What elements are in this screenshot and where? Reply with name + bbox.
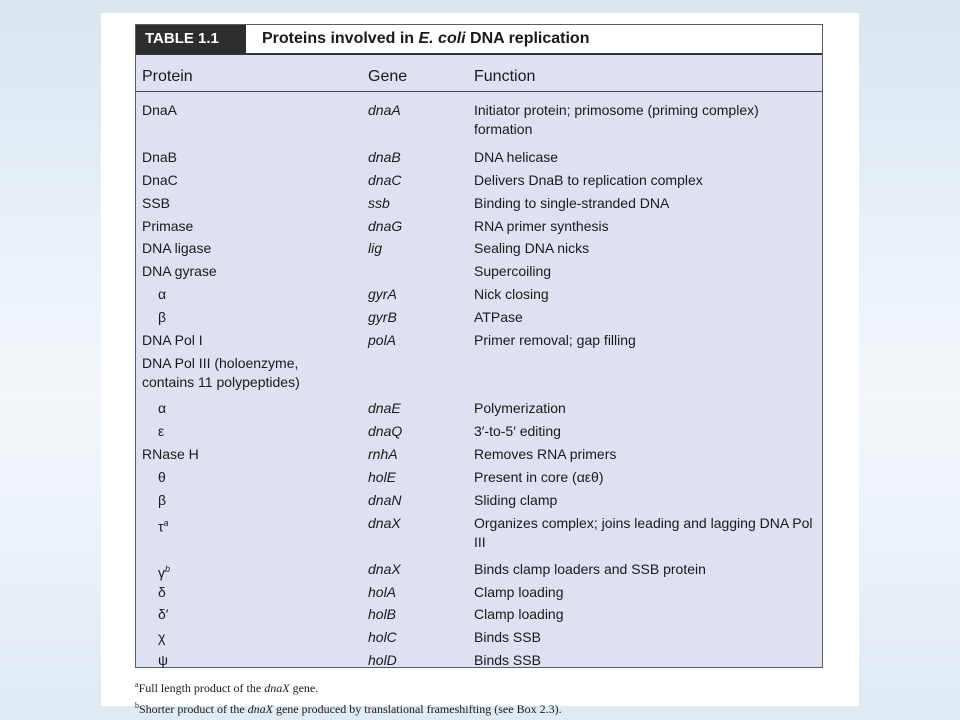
protein-cell [142,354,342,392]
footnote-marker: a [163,518,169,528]
protein-cell [158,491,388,510]
function-cell: Binds clamp loaders and SSB protein [474,561,706,577]
protein-name: χ [158,629,166,645]
footnote-a-post: gene. [289,681,319,695]
protein-cell [158,651,388,670]
gene-cell: dnaB [368,149,401,165]
slide [101,13,859,716]
protein-cell [158,468,388,487]
function-cell: Sliding clamp [474,492,558,508]
protein-cell [142,101,372,120]
header-function: Function [474,68,536,85]
gene-cell: dnaX [368,561,401,577]
gene-cell: dnaA [368,102,401,118]
footnote-b-mark: b [135,701,139,710]
table-number: TABLE 1.1 [136,25,246,53]
protein-name: δ′ [158,606,169,622]
function-cell: DNA helicase [474,149,559,165]
protein-name: DnaA [142,102,178,118]
header-gene: Gene [368,68,408,85]
protein-table [135,24,823,668]
footnote-a-mark: a [135,680,139,689]
protein-cell [142,262,372,281]
protein-name: α [158,286,167,302]
footnote-b-gene: dnaX [247,702,273,716]
protein-name: θ [158,469,166,485]
footnote-a [135,676,835,697]
protein-name: δ [158,584,166,600]
gene-cell: dnaG [368,218,403,234]
function-cell: ATPase [474,309,523,325]
gene-cell: holE [368,469,397,485]
function-cell: Primer removal; gap filling [474,332,636,348]
protein-cell [142,171,372,190]
protein-cell [158,583,388,602]
gene-cell: holD [368,652,397,668]
protein-cell [158,514,388,537]
function-cell: Binds SSB [474,652,541,668]
protein-name: DNA gyrase [142,263,217,279]
function-cell: Binds SSB [474,629,541,645]
function-cell: Clamp loading [474,584,564,600]
header-protein: Protein [142,68,193,85]
protein-cell [158,560,388,583]
footnote-a-pre: Full length product of the [138,681,265,695]
protein-name: RNase H [142,446,199,462]
function-cell: Organizes complex; joins leading and lagging DNA Pol III [474,515,813,550]
function-cell: Polymerization [474,400,566,416]
protein-cell [142,148,372,167]
protein-cell [158,422,388,441]
protein-cell [158,605,388,624]
gene-cell: polA [368,332,397,348]
function-cell: Nick closing [474,286,549,302]
gene-cell: dnaN [368,492,402,508]
gene-cell: holC [368,629,397,645]
function-cell: Binding to single-stranded DNA [474,195,670,211]
protein-name: ψ [158,652,168,668]
table-title-bar [136,25,822,55]
table-title-prefix: Proteins involved in [262,30,419,47]
protein-name: ε [158,423,165,439]
gene-cell: dnaE [368,400,401,416]
protein-name: DNA ligase [142,240,212,256]
gene-cell: dnaQ [368,423,403,439]
protein-cell [158,308,388,327]
table-title-suffix: DNA replication [465,30,590,47]
protein-name: SSB [142,195,171,211]
table-title [262,25,589,53]
protein-cell [142,239,372,258]
function-cell: Clamp loading [474,606,564,622]
function-cell: Removes RNA primers [474,446,617,462]
protein-name: τ [158,518,164,535]
gene-cell: gyrA [368,286,397,302]
function-cell: Present in core (αεθ) [474,469,604,485]
table-title-organism: E. coli [418,30,466,47]
function-cell: Supercoiling [474,263,552,279]
function-cell: Delivers DnaB to replication complex [474,172,703,188]
function-cell: Sealing DNA nicks [474,240,590,256]
protein-name: DNA Pol III (holoenzyme, contains 11 polypeptides) [142,355,300,390]
protein-name: γ [158,564,165,581]
footnote-b-pre: Shorter product of the [139,702,248,716]
function-cell: 3′-to-5′ editing [474,423,561,439]
protein-cell [142,194,372,213]
protein-name: α [158,400,167,416]
protein-name: DnaB [142,149,178,165]
footnote-b-post: gene produced by translational frameshifting (see Box 2.3). [272,702,562,716]
protein-name: β [158,492,167,508]
protein-name: β [158,309,167,325]
footnote-marker: b [165,564,171,574]
footnotes [135,676,835,718]
footnote-a-gene: dnaX [264,681,290,695]
protein-cell [142,445,372,464]
protein-cell [158,285,388,304]
protein-cell [158,399,388,418]
protein-name: Primase [142,218,194,234]
gene-cell: lig [368,240,383,256]
protein-name: DNA Pol I [142,332,203,348]
gene-cell: ssb [368,195,390,211]
gene-cell: dnaX [368,515,401,531]
protein-cell [142,331,372,350]
footnote-b [135,697,835,718]
gene-cell: rnhA [368,446,398,462]
gene-cell: dnaC [368,172,402,188]
gene-cell: gyrB [368,309,397,325]
function-cell: Initiator protein; primosome (priming complex) formation [474,102,759,137]
protein-cell [158,628,388,647]
protein-cell [142,217,372,236]
header-divider [136,91,822,92]
gene-cell: holA [368,584,397,600]
protein-name: DnaC [142,172,178,188]
function-cell: RNA primer synthesis [474,218,609,234]
gene-cell: holB [368,606,397,622]
